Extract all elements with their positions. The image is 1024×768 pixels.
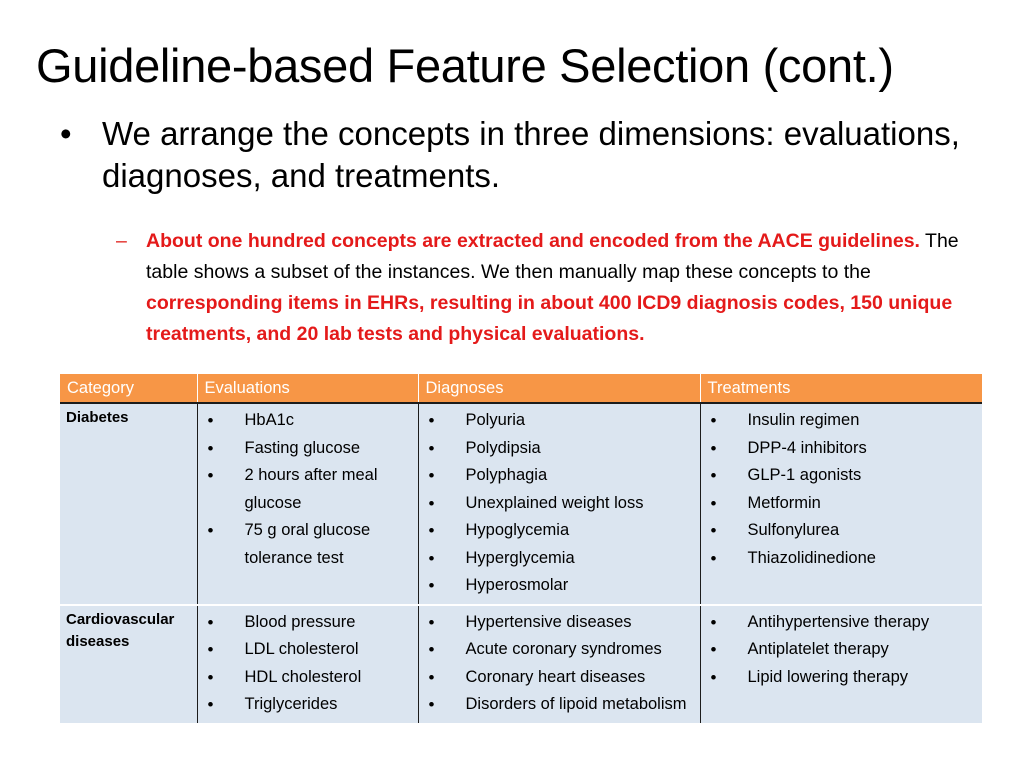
list-item: • Coronary heart diseases xyxy=(425,664,694,692)
category-cell: Cardiovascular diseases xyxy=(60,605,197,723)
category-cell: Diabetes xyxy=(60,403,197,605)
list-item: • Polyphagia xyxy=(425,462,694,490)
header-category: Category xyxy=(60,374,197,403)
header-treatments: Treatments xyxy=(700,374,982,403)
list-item: • Lipid lowering therapy xyxy=(707,664,977,692)
list-item: • Triglycerides xyxy=(204,691,412,719)
list-item: • Hyperglycemia xyxy=(425,545,694,573)
list-item: • HbA1c xyxy=(204,407,412,435)
table-header-row xyxy=(60,374,982,403)
highlight-text-2: corresponding items in EHRs, resulting in about 400 ICD9 diagnosis codes, 150 unique treatments, and 20 lab tests and physical evaluations. xyxy=(146,292,953,345)
evaluations-cell xyxy=(197,403,418,605)
diagnoses-list xyxy=(425,407,694,600)
diagnoses-cell xyxy=(418,403,700,605)
treatments-list xyxy=(707,407,977,572)
sub-bullet-text xyxy=(146,226,976,350)
list-item: • Hypoglycemia xyxy=(425,517,694,545)
list-item: • Polyuria xyxy=(425,407,694,435)
list-item: • GLP-1 agonists xyxy=(707,462,977,490)
list-item: • Acute coronary syndromes xyxy=(425,636,694,664)
header-diagnoses: Diagnoses xyxy=(418,374,700,403)
treatments-cell xyxy=(700,605,982,723)
diagnoses-list xyxy=(425,609,694,719)
list-item: • Blood pressure xyxy=(204,609,412,637)
treatments-list xyxy=(707,609,977,692)
list-item: • Metformin xyxy=(707,490,977,518)
list-item: • Antiplatelet therapy xyxy=(707,636,977,664)
list-item: • Antihypertensive therapy xyxy=(707,609,977,637)
sub-bullet-marker: – xyxy=(116,230,127,252)
evaluations-list xyxy=(204,407,412,572)
list-item: • HDL cholesterol xyxy=(204,664,412,692)
list-item: • Thiazolidinedione xyxy=(707,545,977,573)
list-item: • Fasting glucose xyxy=(204,435,412,463)
list-item: • Insulin regimen xyxy=(707,407,977,435)
slide-title: Guideline-based Feature Selection (cont.) xyxy=(36,39,894,92)
diagnoses-cell xyxy=(418,605,700,723)
list-item: • DPP-4 inhibitors xyxy=(707,435,977,463)
list-item: • 75 g oral glucose tolerance test xyxy=(204,517,412,572)
list-item: • Sulfonylurea xyxy=(707,517,977,545)
plain-text: The table shows a subset of the instances. We then manually map these concepts to the xyxy=(146,230,959,283)
list-item: • Unexplained weight loss xyxy=(425,490,694,518)
highlight-text-1: About one hundred concepts are extracted and encoded from the AACE guidelines. xyxy=(146,230,920,252)
evaluations-cell xyxy=(197,605,418,723)
bullet-marker: • xyxy=(60,115,72,152)
evaluations-list xyxy=(204,609,412,719)
list-item: • 2 hours after meal glucose xyxy=(204,462,412,517)
list-item: • Hypertensive diseases xyxy=(425,609,694,637)
header-evaluations: Evaluations xyxy=(197,374,418,403)
concepts-table xyxy=(60,374,982,723)
treatments-cell xyxy=(700,403,982,605)
main-bullet-text: We arrange the concepts in three dimensions: evaluations, diagnoses, and treatments. xyxy=(102,115,960,194)
list-item: • Disorders of lipoid metabolism xyxy=(425,691,694,719)
list-item: • Hyperosmolar xyxy=(425,572,694,600)
table-row xyxy=(60,605,982,723)
table-row xyxy=(60,403,982,605)
list-item: • Polydipsia xyxy=(425,435,694,463)
list-item: • LDL cholesterol xyxy=(204,636,412,664)
